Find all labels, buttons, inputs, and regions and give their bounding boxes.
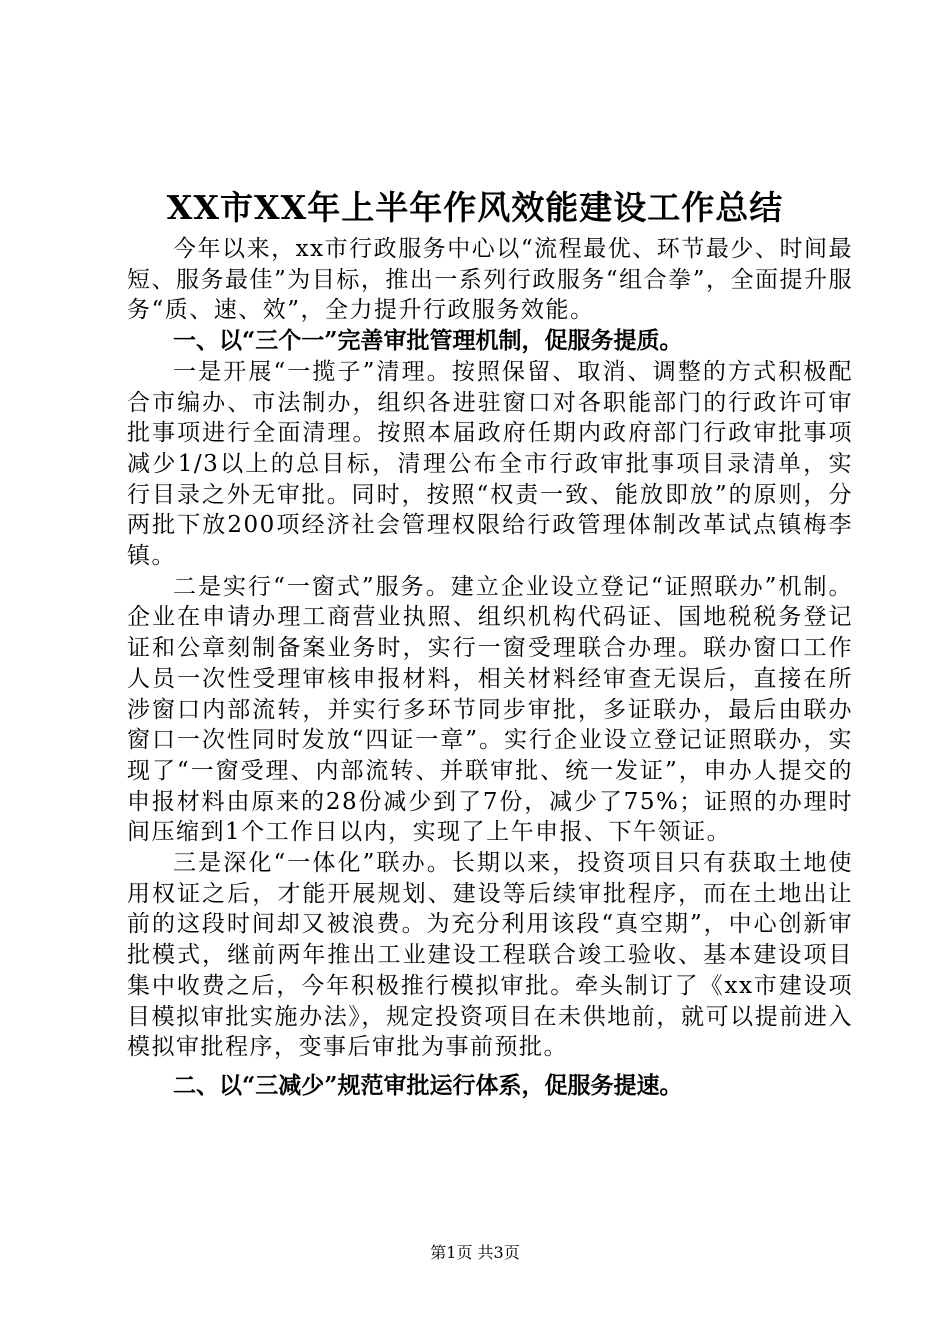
intro-paragraph: 今年以来，xx市行政服务中心以“流程最优、环节最少、时间最短、服务最佳”为目标，推出一系列行政服务“组合拳”，全面提升服务“质、速、效”，全力提升行政服务效能。 [127,236,853,324]
paragraph-1: 一是开展“一揽子”清理。按照保留、取消、调整的方式积极配合市编办、市法制办，组织各进驻窗口对各职能部门的行政许可审批事项进行全面清理。按照本届政府任期内政府部门行政审批事项减少1/3以上的总目标，清理公布全市行政审批事项目录清单，实行目录之外无审批。同时，按照“权责一致、能放即放”的原则，分两批下放200项经济社会管理权限给行政管理体制改革试点镇梅李镇。 [127,358,853,570]
section-heading-1: 一、以“三个一”完善审批管理机制，促服务提质。 [173,327,683,355]
paragraph-2: 二是实行“一窗式”服务。建立企业设立登记“证照联办”机制。企业在申请办理工商营业执照、组织机构代码证、国地税税务登记证和公章刻制备案业务时，实行一窗受理联合办理。联办窗口工作人员一次性受理审核申报材料，相关材料经审查无误后，直接在所涉窗口内部流转，并实行多环节同步审批，多证联办，最后由联办窗口一次性同时发放“四证一章”。实行企业设立登记证照联办，实现了“一窗受理、内部流转、并联审批、统一发证”，申办人提交的申报材料由原来的28份减少到了7份，减少了75%；证照的办理时间压缩到1个工作日以内，实现了上午申报、下午领证。 [127,573,853,846]
page-footer: 第1页 共3页 [430,1243,520,1262]
section-heading-2: 二、以“三减少”规范审批运行体系，促服务提速。 [173,1071,683,1099]
paragraph-3: 三是深化“一体化”联办。长期以来，投资项目只有获取土地使用权证之后，才能开展规划、建设等后续审批程序，而在土地出让前的这段时间却又被浪费。为充分利用该段“真空期”，中心创新审批模式，继前两年推出工业建设工程联合竣工验收、基本建设项目集中收费之后，今年积极推行模拟审批。牵头制订了《xx市建设项目模拟审批实施办法》，规定投资项目在未供地前，就可以提前进入模拟审批程序，变事后审批为事前预批。 [127,850,853,1061]
document-body [127,234,853,1102]
document-title: XX市XX年上半年作风效能建设工作总结 [166,188,784,227]
